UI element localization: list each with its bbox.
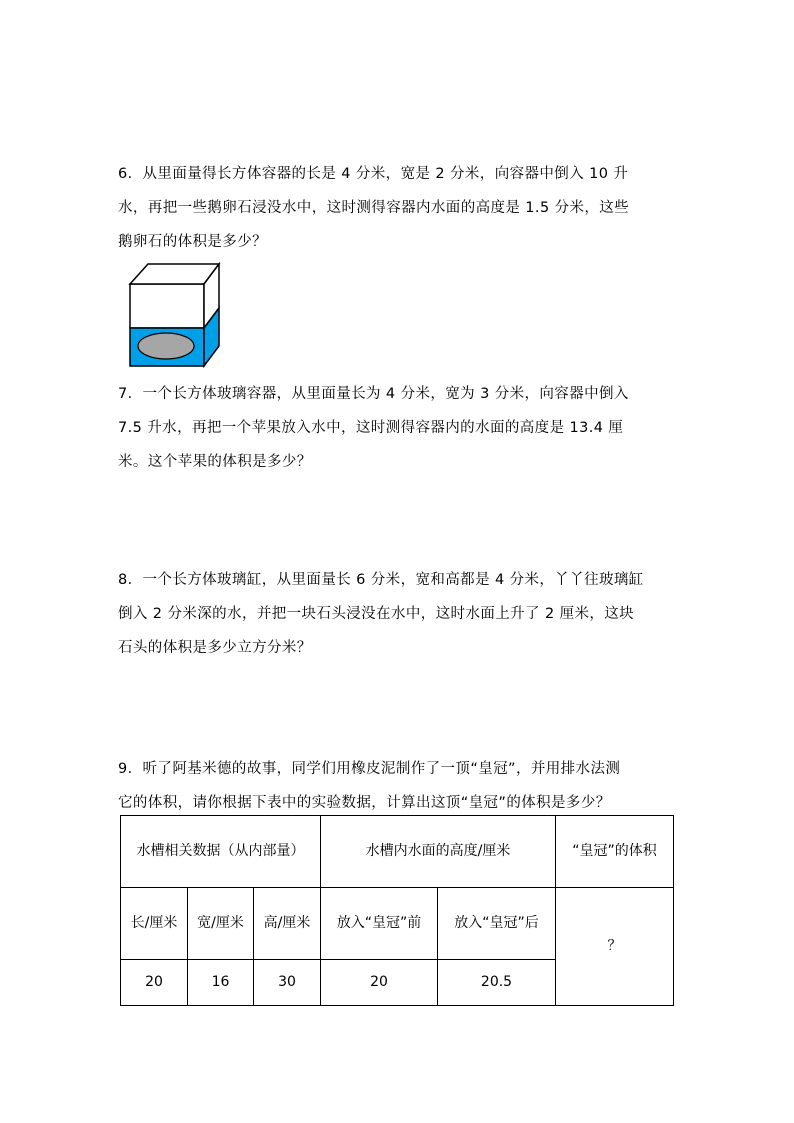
header-water-height: 水槽内水面的高度/厘米 <box>321 816 556 888</box>
question-7-line-1: 7．一个长方体玻璃容器，从里面量长为 4 分米，宽为 3 分米，向容器中倒入 <box>118 386 629 402</box>
question-9-line-2: 它的体积，请你根据下表中的实验数据，计算出这顶“皇冠”的体积是多少？ <box>118 795 611 811</box>
container-with-stone-figure <box>126 260 224 370</box>
question-6-line-2: 水，再把一些鹅卵石浸没水中，这时测得容器内水面的高度是 1.5 分米，这些 <box>118 200 630 216</box>
question-6-line-1: 6．从里面量得长方体容器的长是 4 分米，宽是 2 分米，向容器中倒入 10 升 <box>118 166 629 182</box>
table-subheader-row <box>121 888 674 960</box>
stone-ellipse <box>138 333 194 359</box>
cell-after: 20.5 <box>438 960 556 1006</box>
subheader-height: 高/厘米 <box>254 888 321 960</box>
container-front-empty <box>130 284 204 328</box>
question-7-line-3: 米。这个苹果的体积是多少？ <box>118 454 312 470</box>
header-tank-data: 水槽相关数据（从内部量） <box>121 816 321 888</box>
question-6 <box>118 157 688 259</box>
subheader-width: 宽/厘米 <box>188 888 254 960</box>
cell-crown-volume: ？ <box>556 888 674 1006</box>
table-header-row <box>121 816 674 888</box>
cell-height: 30 <box>254 960 321 1006</box>
question-9 <box>118 752 688 820</box>
cell-before: 20 <box>321 960 438 1006</box>
cell-length: 20 <box>121 960 188 1006</box>
question-8-line-1: 8．一个长方体玻璃缸，从里面量长 6 分米，宽和高都是 4 分米，丫丫往玻璃缸 <box>118 572 644 588</box>
subheader-before: 放入“皇冠”前 <box>321 888 438 960</box>
subheader-length: 长/厘米 <box>121 888 188 960</box>
cell-width: 16 <box>188 960 254 1006</box>
header-crown-volume: “皇冠”的体积 <box>556 816 674 888</box>
experiment-data-table <box>120 815 674 1006</box>
subheader-after: 放入“皇冠”后 <box>438 888 556 960</box>
question-7 <box>118 377 688 479</box>
question-8-line-3: 石头的体积是多少立方分米？ <box>118 640 312 656</box>
question-9-line-1: 9．听了阿基米德的故事，同学们用橡皮泥制作了一顶“皇冠”，并用排水法测 <box>118 761 621 777</box>
question-7-line-2: 7.5 升水，再把一个苹果放入水中，这时测得容器内的水面的高度是 13.4 厘 <box>118 420 624 436</box>
question-8-line-2: 倒入 2 分米深的水，并把一块石头浸没在水中，这时水面上升了 2 厘米，这块 <box>118 606 635 622</box>
question-6-line-3: 鹅卵石的体积是多少？ <box>118 234 267 250</box>
question-8 <box>118 563 688 665</box>
